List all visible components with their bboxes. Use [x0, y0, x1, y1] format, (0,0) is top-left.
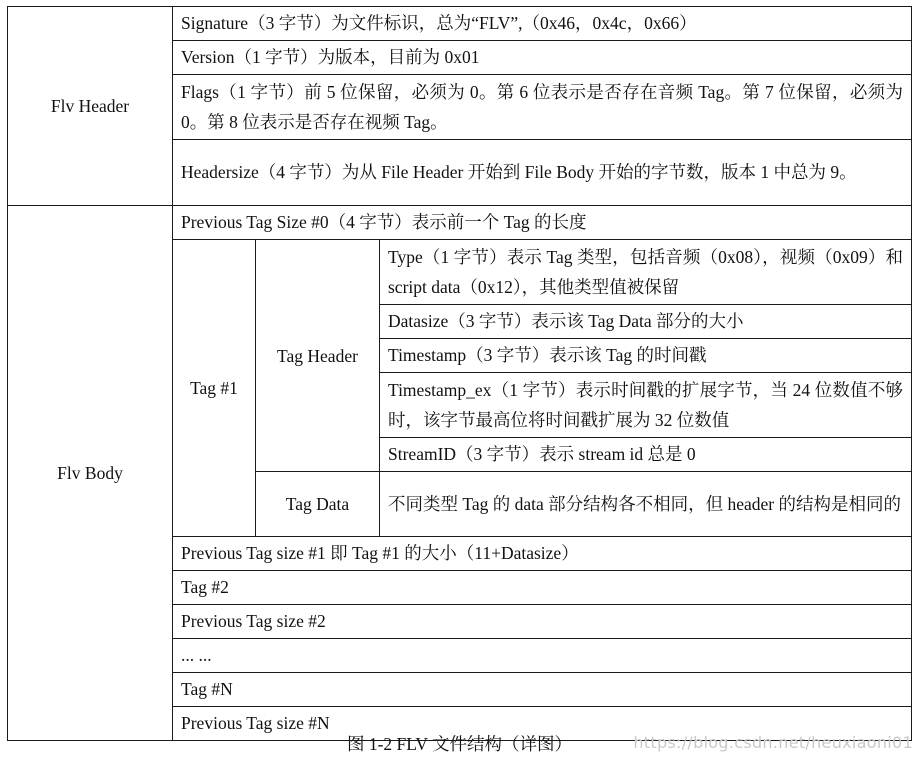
header-flags-cell: Flags（1 字节）前 5 位保留，必须为 0。第 6 位表示是否存在音频 Tag。第 7 位保留，必须为 0。第 8 位表示是否存在视频 Tag。	[173, 75, 912, 140]
ellipsis-cell: ... ...	[173, 639, 912, 673]
tag-header-datasize-cell: Datasize（3 字节）表示该 Tag Data 部分的大小	[380, 305, 912, 339]
previous-tag-size-1-cell: Previous Tag size #1 即 Tag #1 的大小（11+Datasize）	[173, 537, 912, 571]
flv-structure-table	[7, 6, 912, 741]
previous-tag-size-0-cell: Previous Tag Size #0（4 字节）表示前一个 Tag 的长度	[173, 206, 912, 240]
tag-data-label: Tag Data	[256, 472, 380, 537]
tag-header-streamid-cell: StreamID（3 字节）表示 stream id 总是 0	[380, 438, 912, 472]
tag-data-description-cell: 不同类型 Tag 的 data 部分结构各不相同，但 header 的结构是相同的	[380, 472, 912, 537]
previous-tag-size-2-cell: Previous Tag size #2	[173, 605, 912, 639]
tag-header-timestamp-cell: Timestamp（3 字节）表示该 Tag 的时间戳	[380, 339, 912, 373]
flv-header-label: Flv Header	[8, 7, 173, 206]
tag-header-timestamp-ex-cell: Timestamp_ex（1 字节）表示时间戳的扩展字节，当 24 位数值不够时，该字节最高位将时间戳扩展为 32 位数值	[380, 373, 912, 438]
tag-header-label: Tag Header	[256, 240, 380, 472]
tag-2-cell: Tag #2	[173, 571, 912, 605]
figure-caption: 图 1-2 FLV 文件结构（详图）	[346, 734, 573, 754]
flv-structure-table-wrapper	[7, 6, 911, 741]
flv-body-label: Flv Body	[8, 206, 173, 741]
tag-n-cell: Tag #N	[173, 673, 912, 707]
tag-header-type-cell: Type（1 字节）表示 Tag 类型，包括音频（0x08），视频（0x09）和 script data（0x12），其他类型值被保留	[380, 240, 912, 305]
previous-tag-size-n-cell: Previous Tag size #N	[173, 707, 912, 741]
header-version-cell: Version（1 字节）为版本，目前为 0x01	[173, 41, 912, 75]
header-headersize-cell: Headersize（4 字节）为从 File Header 开始到 File Body 开始的字节数，版本 1 中总为 9。	[173, 140, 912, 206]
tag-1-label: Tag #1	[173, 240, 256, 537]
watermark-text: https://blog.csdn.net/heuxiaoni01	[633, 733, 913, 752]
header-signature-cell: Signature（3 字节）为文件标识，总为“FLV”,（0x46，0x4c，0x66）	[173, 7, 912, 41]
